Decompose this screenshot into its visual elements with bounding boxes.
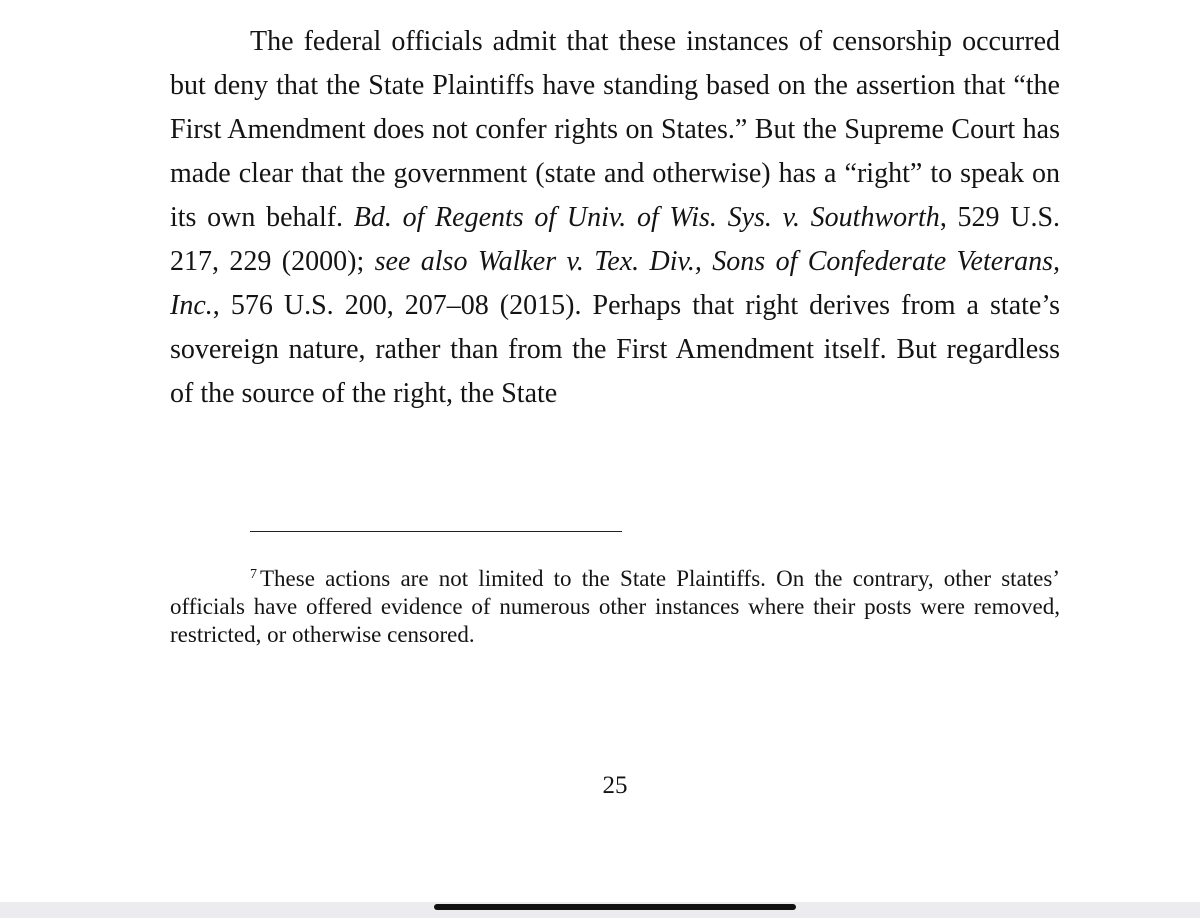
footnote xyxy=(170,561,1060,649)
footnote-marker: 7 xyxy=(250,567,257,582)
paragraph-text-3: , 576 U.S. 200, 207–08 (2015). Perhaps that right derives from a state’s sovereign nature, rather than from the First Amendment itself. But regardless of the source of the right, the State xyxy=(170,290,1060,409)
paragraph-text-1: The federal officials admit that these instances of censorship occurred but deny that the State Plaintiffs have standing based on the assertion that “the First Amendment does not confer rights on States.” But the Supreme Court has made clear that the government (state and otherwise) has a “right” to speak on its own behalf. xyxy=(170,26,1060,233)
home-indicator[interactable] xyxy=(434,904,796,910)
footnote-text: These actions are not limited to the State Plaintiffs. On the contrary, other states’ officials have offered evidence of numerous other instances where their posts were removed, restricted, or otherwise censored. xyxy=(170,566,1060,647)
paragraph-text-2: , 529 U.S. 217, 229 (2000); xyxy=(170,202,1061,277)
case-citation-walker: see also Walker v. Tex. Div., Sons of Confederate Veterans, Inc. xyxy=(170,246,1060,321)
case-citation-southworth: Bd. of Regents of Univ. of Wis. Sys. v. Southworth xyxy=(353,202,940,233)
footnote-divider xyxy=(250,531,622,532)
body-paragraph xyxy=(170,20,1060,416)
page-number: 25 xyxy=(602,772,628,799)
